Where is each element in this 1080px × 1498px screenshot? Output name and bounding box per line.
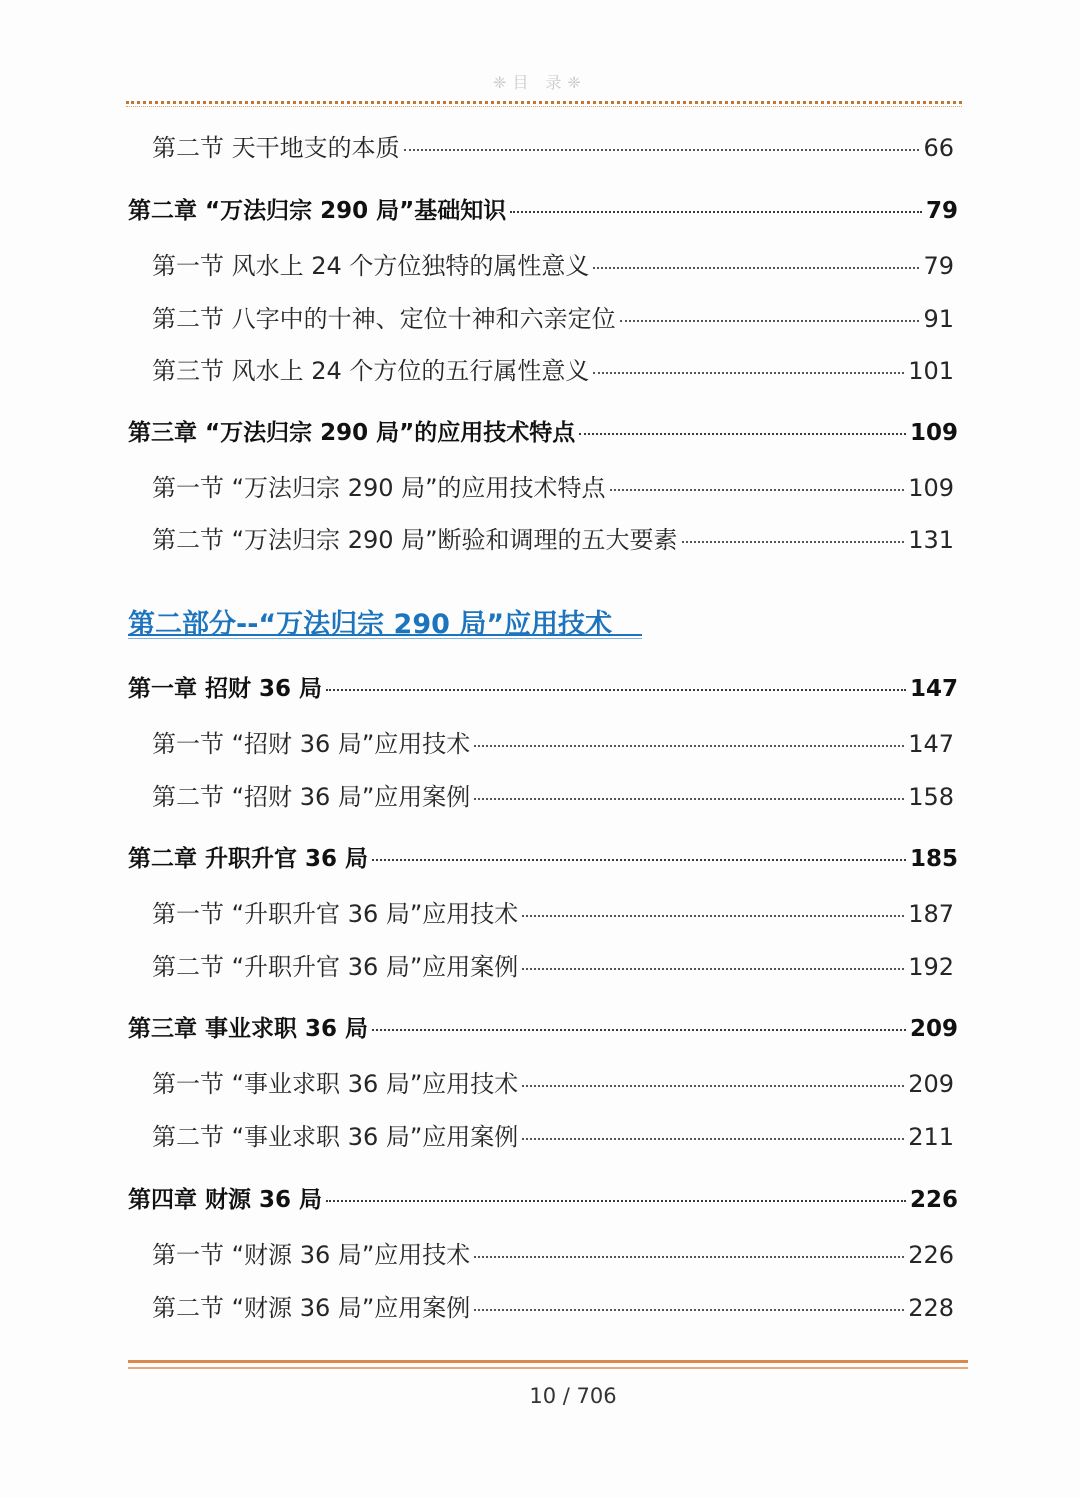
toc-leader-dots [326,1200,906,1202]
toc-entry-label: 第二章 升职升官 36 局 [128,846,369,872]
toc-entry-label: 第一节 “事业求职 36 局”应用技术 [152,1070,519,1098]
toc-entry-label: 第一节 “万法归宗 290 局”的应用技术特点 [152,474,606,502]
toc-entry-page: 109 [909,420,958,446]
toc-entry-page: 158 [908,783,954,811]
toc-entry-chapter[interactable] [128,1010,958,1043]
toc-leader-dots [372,859,906,861]
toc-leader-dots [522,1085,904,1087]
toc-entry-page: 147 [909,676,958,702]
toc-entry-page: 147 [908,730,954,758]
toc-entry-label: 第二节 天干地支的本质 [152,134,400,162]
toc-leader-dots [474,1256,904,1258]
part-heading-underline [128,634,642,636]
toc-entry-page: 226 [908,1241,954,1269]
footer-divider-secondary [128,1367,968,1369]
toc-entry-page: 79 [925,198,958,224]
toc-entry-label: 第一节 “财源 36 局”应用技术 [152,1241,471,1269]
toc-entry-page: 131 [908,526,954,554]
toc-entry-label: 第一节 风水上 24 个方位独特的属性意义 [152,252,590,280]
toc-entry-section[interactable] [152,351,954,386]
toc-entry-section[interactable] [152,1288,954,1323]
toc-entry-page: 91 [923,305,954,333]
toc-entry-page: 209 [908,1070,954,1098]
toc-entry-label: 第一章 招财 36 局 [128,676,323,702]
toc-entry-label: 第二节 “升职升官 36 局”应用案例 [152,953,519,981]
toc-entry-section[interactable] [152,520,954,555]
toc-entry-page: 187 [908,900,954,928]
toc-entry-label: 第三章 “万法归宗 290 局”的应用技术特点 [128,420,576,446]
part-heading-underline-secondary [128,638,642,639]
toc-entry-page: 109 [908,474,954,502]
toc-leader-dots [474,745,904,747]
toc-entry-page: 211 [908,1123,954,1151]
toc-entry-page: 226 [909,1187,958,1213]
toc-leader-dots [610,489,905,491]
toc-leader-dots [522,968,904,970]
running-header: ❈目 录❈ [493,73,587,92]
toc-entry-chapter[interactable] [128,1181,958,1214]
toc-entry-page: 101 [908,357,954,385]
toc-leader-dots [474,798,904,800]
toc-leader-dots [579,433,906,435]
toc-leader-dots [620,320,920,322]
part-heading[interactable]: 第二部分--“万法归宗 290 局”应用技术 [128,609,613,640]
toc-entry-section[interactable] [152,1117,954,1152]
toc-leader-dots [593,372,904,374]
toc-entry-label: 第二节 八字中的十神、定位十神和六亲定位 [152,305,616,333]
toc-entry-section[interactable] [152,1064,954,1099]
toc-entry-section[interactable] [152,947,954,982]
toc-entry-section[interactable] [152,724,954,759]
toc-entry-label: 第二节 “招财 36 局”应用案例 [152,783,471,811]
toc-entry-section[interactable] [152,128,954,163]
toc-leader-dots [593,267,919,269]
header-divider [126,101,962,104]
toc-entry-label: 第三节 风水上 24 个方位的五行属性意义 [152,357,590,385]
toc-entry-label: 第一节 “招财 36 局”应用技术 [152,730,471,758]
toc-leader-dots [326,689,906,691]
toc-leader-dots [510,211,922,213]
toc-entry-chapter[interactable] [128,670,958,703]
toc-leader-dots [682,541,905,543]
toc-entry-page: 66 [923,134,954,162]
toc-leader-dots [372,1029,906,1031]
toc-entry-label: 第一节 “升职升官 36 局”应用技术 [152,900,519,928]
toc-entry-page: 228 [908,1294,954,1322]
toc-entry-section[interactable] [152,894,954,929]
toc-entry-page: 185 [909,846,958,872]
header-divider-secondary [126,106,962,107]
toc-entry-section[interactable] [152,299,954,334]
toc-entry-label: 第二节 “事业求职 36 局”应用案例 [152,1123,519,1151]
toc-entry-label: 第二节 “万法归宗 290 局”断验和调理的五大要素 [152,526,678,554]
toc-entry-label: 第二章 “万法归宗 290 局”基础知识 [128,198,507,224]
toc-leader-dots [522,915,904,917]
toc-leader-dots [404,149,920,151]
toc-entry-page: 209 [909,1016,958,1042]
toc-entry-chapter[interactable] [128,192,958,225]
toc-entry-label: 第二节 “财源 36 局”应用案例 [152,1294,471,1322]
toc-entry-section[interactable] [152,468,954,503]
toc-entry-section[interactable] [152,246,954,281]
toc-entry-page: 192 [908,953,954,981]
toc-leader-dots [474,1309,904,1311]
toc-entry-page: 79 [923,252,954,280]
toc-entry-label: 第三章 事业求职 36 局 [128,1016,369,1042]
toc-entry-chapter[interactable] [128,840,958,873]
toc-entry-section[interactable] [152,777,954,812]
toc-entry-label: 第四章 财源 36 局 [128,1187,323,1213]
page-indicator: 10 / 706 [529,1384,617,1408]
toc-leader-dots [522,1138,904,1140]
toc-entry-section[interactable] [152,1235,954,1270]
toc-entry-chapter[interactable] [128,414,958,447]
footer-divider [128,1360,968,1363]
